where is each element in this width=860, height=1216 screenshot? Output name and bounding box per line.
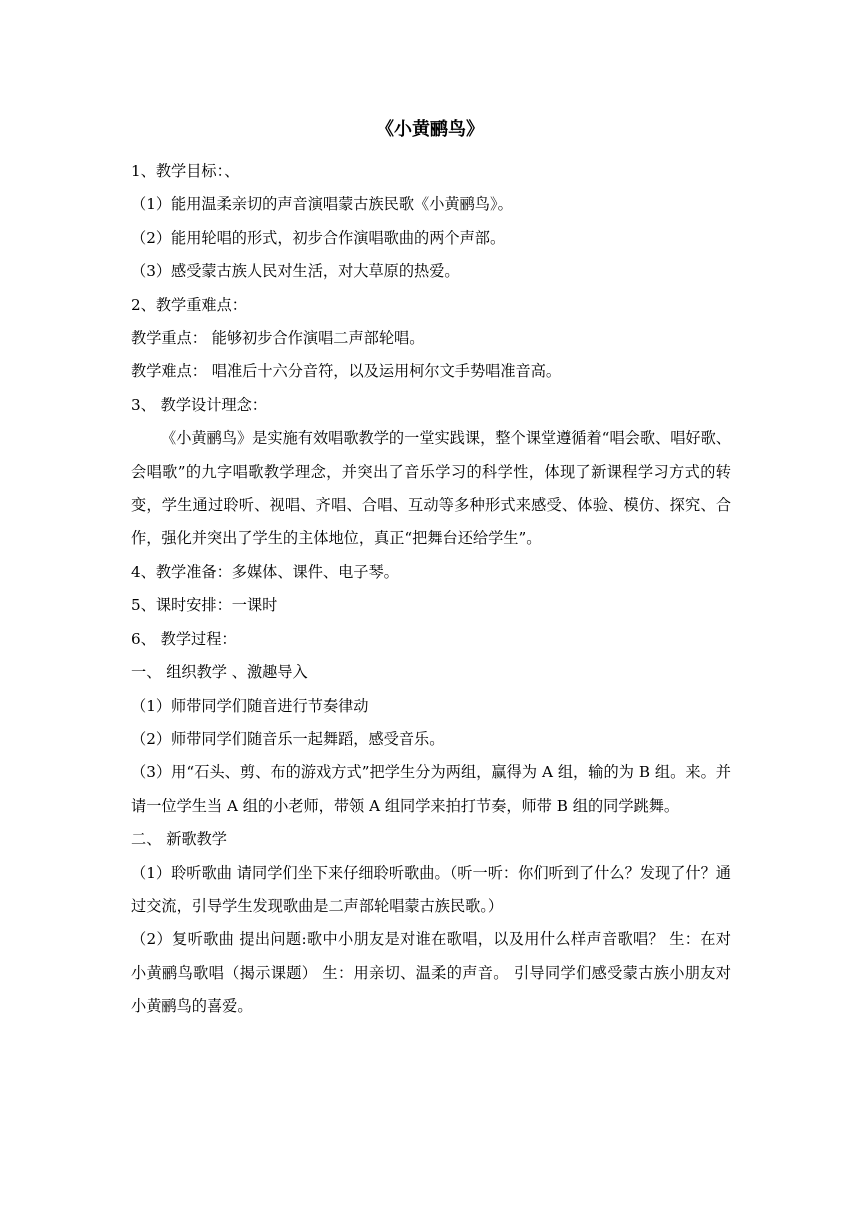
process-step-1-item-2: （2）师带同学们随音乐一起舞蹈，感受音乐。 <box>131 729 445 748</box>
key-point: 教学重点： 能够初步合作演唱二声部轮唱。 <box>131 329 425 348</box>
objective-item-3: （3）感受蒙古族人民对生活，对大草原的热爱。 <box>131 262 460 281</box>
section-preparation: 4、教学准备：多媒体、课件、电子琴。 <box>131 562 399 581</box>
design-concept-paragraph: 《小黄鹂鸟》是实施有效唱歌教学的一堂实践课，整个课堂遵循着“唱会歌、唱好歌、会唱歌”的九字唱歌教学理念，并突出了音乐学习的科学性，体现了新课程学习方式的转变，学生通过聆听、视唱、齐唱、合唱、互动等多种形式来感受、体验、模仿、探究、合作，强化并突出了学生的主体地位，真正“把舞台还给学生”。 <box>131 429 731 548</box>
process-step-2-heading: 二、 新歌教学 <box>131 830 227 849</box>
document-body <box>131 155 731 1024</box>
process-step-1-item-3: （3）用“石头、剪、布的游戏方式”把学生分为两组，赢得为 A 组，输的为 B 组。来。并请一位学生当 A 组的小老师，带领 A 组同学来拍打节奏，师带 B 组的同学跳舞。 <box>131 763 731 815</box>
process-step-1-item-1: （1）师带同学们随音进行节奏律动 <box>131 696 369 715</box>
process-step-1-heading: 一、 组织教学 、激趣导入 <box>131 663 308 682</box>
section-heading-objectives: 1、教学目标：、 <box>131 162 240 180</box>
document-title: 《小黄鹂鸟》 <box>376 119 484 140</box>
difficult-point: 教学难点： 唱准后十六分音符，以及运用柯尔文手势唱准音高。 <box>131 362 562 381</box>
objective-item-2: （2）能用轮唱的形式，初步合作演唱歌曲的两个声部。 <box>131 228 506 247</box>
process-step-2-item-2: （2）复听歌曲 提出问题:歌中小朋友是对谁在歌唱，以及用什么样声音歌唱？ 生：在对小黄鹂鸟歌唱（揭示课题） 生：用亲切、温柔的声音。 引导同学们感受蒙古族小朋友对小黄鹂鸟的喜爱。 <box>131 930 731 1016</box>
section-heading-design-concept: 3、 教学设计理念： <box>131 395 267 414</box>
objective-item-1: （1）能用温柔亲切的声音演唱蒙古族民歌《小黄鹂鸟》。 <box>131 195 513 214</box>
process-step-2-item-1: （1）聆听歌曲 请同学们坐下来仔细聆听歌曲。（听一听：你们听到了什么？发现了什？通过交流，引导学生发现歌曲是二声部轮唱蒙古族民歌。） <box>131 863 731 915</box>
section-schedule: 5、课时安排：一课时 <box>131 596 278 615</box>
section-heading-key-points: 2、教学重难点： <box>131 295 247 314</box>
section-heading-process: 6、 教学过程： <box>131 629 237 648</box>
